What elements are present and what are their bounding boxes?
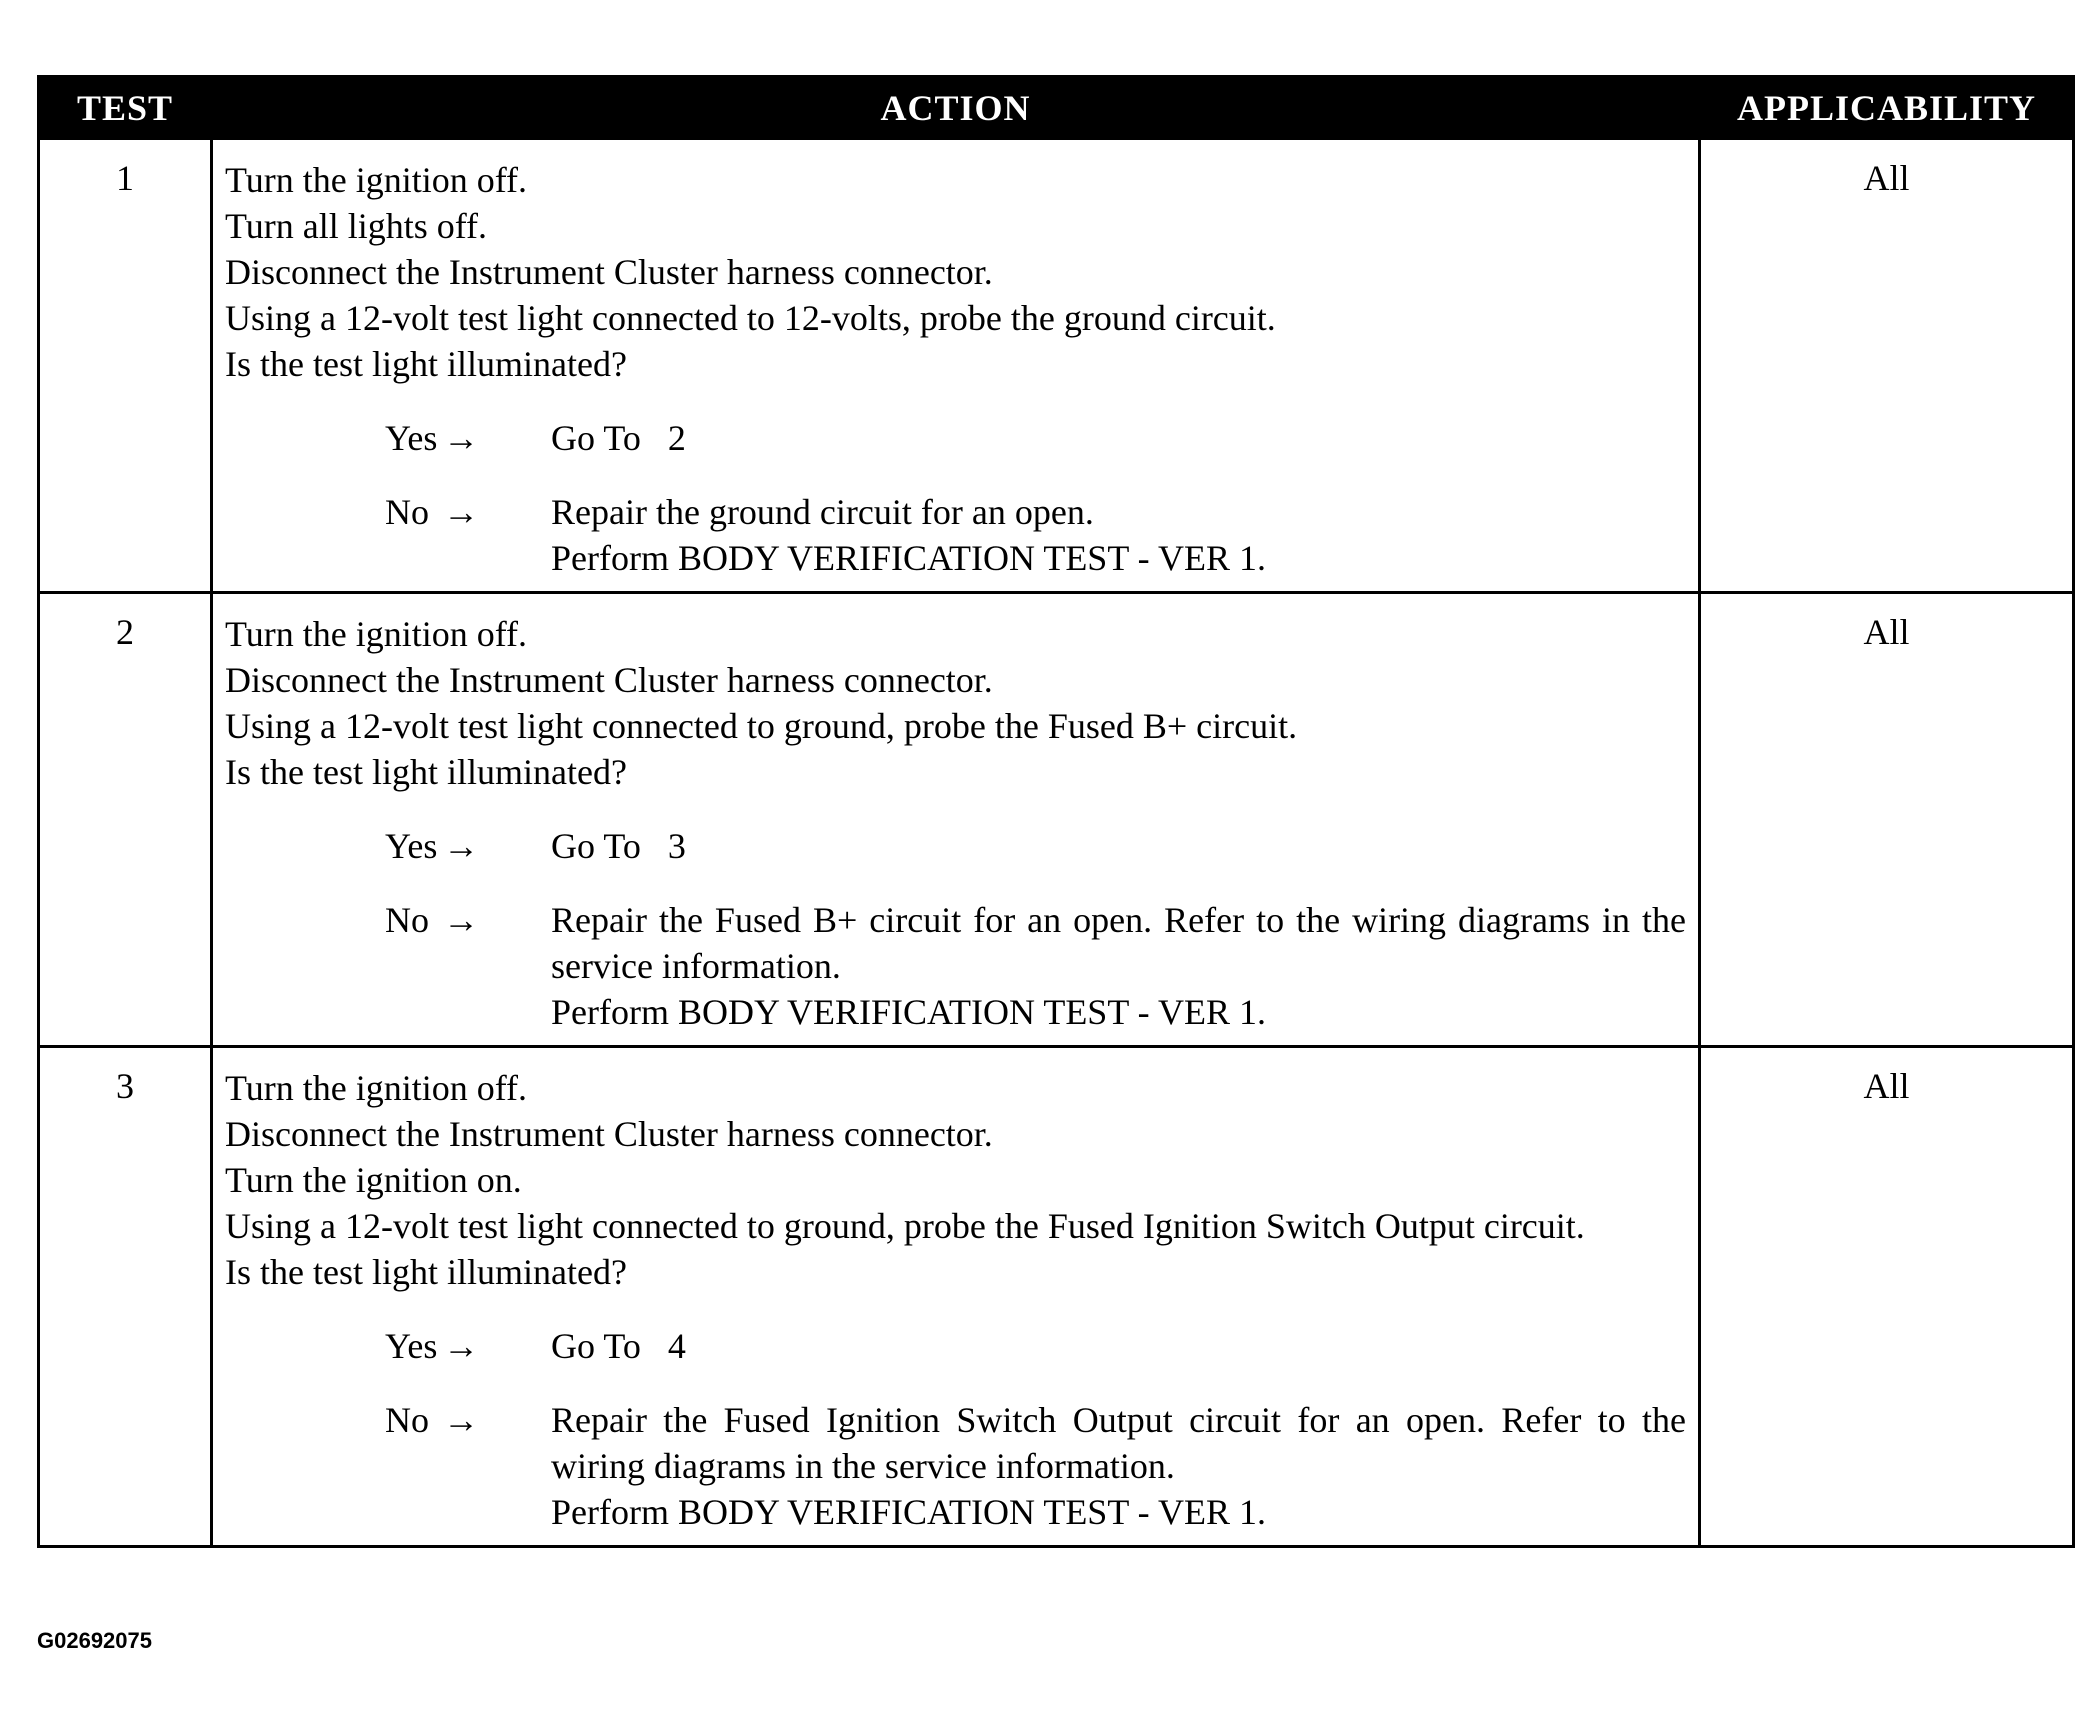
table-row	[39, 593, 2074, 1047]
action-step: Is the test light illuminated?	[225, 344, 627, 384]
figure-code: G02692075	[37, 1628, 152, 1653]
action-cell	[212, 593, 1700, 1047]
right-arrow-icon: →	[443, 900, 479, 940]
action-step: Disconnect the Instrument Cluster harness connector.	[225, 660, 993, 700]
action-cell	[212, 139, 1700, 593]
action-step: Turn the ignition off.	[225, 160, 528, 200]
result-line: Go To 3	[551, 826, 686, 866]
result-option: Yes	[385, 1326, 438, 1366]
result-option: No	[385, 900, 429, 940]
result-text	[465, 823, 1686, 869]
action-step: Turn all lights off.	[225, 206, 488, 246]
result-branch	[225, 823, 1686, 869]
result-line: Perform BODY VERIFICATION TEST - VER 1.	[551, 992, 1267, 1032]
result-text	[465, 897, 1695, 1035]
right-arrow-icon: →	[443, 826, 479, 866]
result-line: Perform BODY VERIFICATION TEST - VER 1.	[551, 538, 1267, 578]
right-arrow-icon: →	[443, 492, 479, 532]
result-option: Yes	[385, 826, 438, 866]
result-line: Repair the ground circuit for an open.	[551, 492, 1094, 532]
diagnostic-test-table	[37, 75, 2075, 1548]
applicability-value: All	[1700, 1047, 2074, 1547]
result-text	[465, 1397, 1695, 1535]
action-step: Disconnect the Instrument Cluster harness connector.	[225, 252, 993, 292]
result-branch	[225, 415, 1686, 461]
result-line: Repair the Fused Ignition Switch Output circuit for an open. Refer to the wiring diagrams in the service information.	[551, 1400, 1695, 1486]
action-step: Using a 12-volt test light connected to ground, probe the Fused Ignition Switch Output circuit.	[225, 1206, 1585, 1246]
result-branch	[225, 1323, 1686, 1369]
right-arrow-icon: →	[443, 1400, 479, 1440]
result-line: Go To 4	[551, 1326, 686, 1366]
test-number: 2	[39, 593, 212, 1047]
result-line: Perform BODY VERIFICATION TEST - VER 1.	[551, 1492, 1267, 1532]
action-cell	[212, 1047, 1700, 1547]
result-branch	[225, 1397, 1695, 1535]
result-option: No	[385, 492, 429, 532]
applicability-value: All	[1700, 593, 2074, 1047]
header-applicability: APPLICABILITY	[1700, 77, 2074, 139]
action-step: Is the test light illuminated?	[225, 752, 627, 792]
result-option: No	[385, 1400, 429, 1440]
result-line: Go To 2	[551, 418, 686, 458]
header-test: TEST	[39, 77, 212, 139]
result-text	[465, 1323, 1686, 1369]
result-text	[465, 415, 1686, 461]
table-body	[39, 139, 2074, 1547]
applicability-value: All	[1700, 139, 2074, 593]
action-step: Turn the ignition off.	[225, 1068, 528, 1108]
test-number: 1	[39, 139, 212, 593]
action-step: Disconnect the Instrument Cluster harness connector.	[225, 1114, 993, 1154]
result-text	[465, 489, 1686, 581]
result-option: Yes	[385, 418, 438, 458]
result-line: Repair the Fused B+ circuit for an open. Refer to the wiring diagrams in the service information.	[551, 900, 1695, 986]
table-row	[39, 1047, 2074, 1547]
action-step: Turn the ignition on.	[225, 1160, 522, 1200]
action-step: Is the test light illuminated?	[225, 1252, 627, 1292]
action-step: Using a 12-volt test light connected to ground, probe the Fused B+ circuit.	[225, 706, 1298, 746]
action-step: Using a 12-volt test light connected to 12-volts, probe the ground circuit.	[225, 298, 1276, 338]
right-arrow-icon: →	[443, 418, 479, 458]
right-arrow-icon: →	[443, 1326, 479, 1366]
result-branch	[225, 489, 1686, 581]
header-action: ACTION	[212, 77, 1700, 139]
table-row	[39, 139, 2074, 593]
result-branch	[225, 897, 1695, 1035]
action-step: Turn the ignition off.	[225, 614, 528, 654]
table-header-row	[39, 77, 2074, 139]
test-number: 3	[39, 1047, 212, 1547]
diagnostic-document	[37, 75, 2072, 1548]
